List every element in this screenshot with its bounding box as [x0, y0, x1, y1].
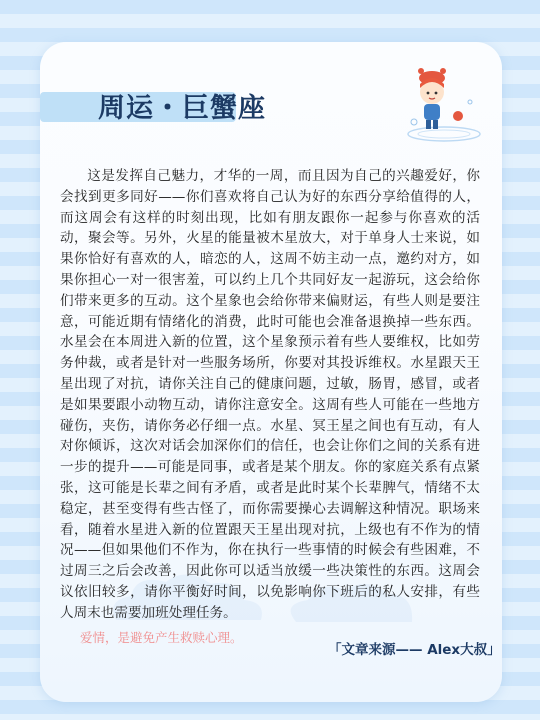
article-body: 这是发挥自己魅力，才华的一周，而且因为自己的兴趣爱好，你会找到更多同好——你们喜欢将自己认为好的东西分享给值得的人，而这周会有这样的时刻出现，比如有朋友跟你一起参与你喜欢的活动，聚会等。另外，火星的能量被木星放大，对于单身人士来说，如果你恰好有喜欢的人，暗恋的人，这周不妨主动一点，邀约对方，如果你担心一对一很害羞，可以约上几个共同好友一起游玩，这会给你们带来更多的互动。这个星象也会给你带来偏财运，有些人则是要注意，可能近期有情绪化的消费，此时可能也会准备退换掉一些东西。水星会在本周进入新的位置，这个星象预示着有些人要维权，比如劳务仲裁，或者是针对一些服务场所，你要对其投诉维权。水星跟天王星出现了对抗，请你关注自己的健康问题，过敏，肠胃，感冒，或者是如果要跟小动物互动，请你注意安全。这周有些人可能在一些地方碰伤，夹伤，请你务必仔细一点。水星、冥王星之间也有互动，有人对你倾诉，这次对话会加深你们的信任，也会让你们之间的关系有进一步的提升——可能是同事，或者是某个朋友。你的家庭关系有点紧张，这可能是长辈之间有矛盾，或者是此时某个长辈脾气，情绪不太稳定，甚至变得有些古怪了，而你需要操心去调解这种情况。职场来看，随着水星进入新的位置跟天王星出现对抗，上级也有不作为的情况——但如果他们不作为，你在执行一些事情的时候会有些困难，不过周三之后会改善，因此你可以适当放缓一些决策性的东西。这周会议依旧较多，请你平衡好时间，以免影响你下班后的私人安排，有些人周末也需要加班处理任务。	[60, 168, 480, 621]
page-title: 周运・巨蟹座	[98, 93, 266, 124]
decorative-caption: 爱情，是避免产生救赎心理。	[80, 630, 243, 645]
cancer-crab-boy-icon	[392, 64, 484, 144]
article-source: 「文章来源—— Alex大叔」	[328, 642, 501, 658]
